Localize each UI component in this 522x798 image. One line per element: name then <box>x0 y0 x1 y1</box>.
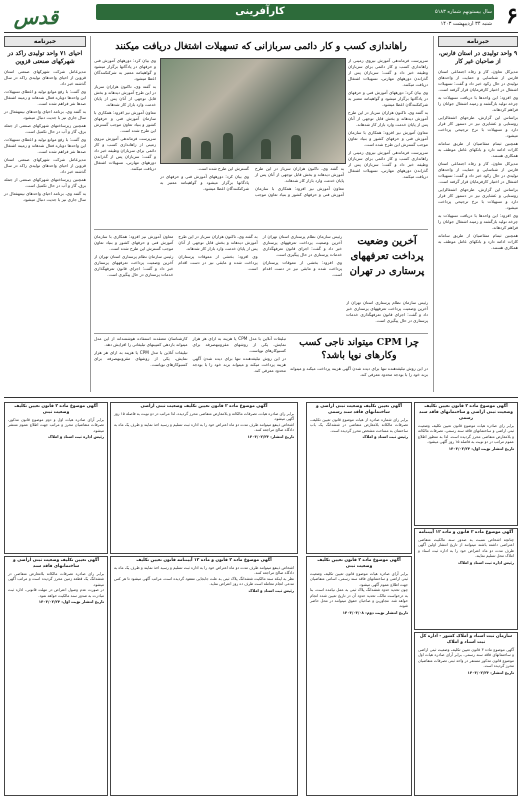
soldier-figure <box>261 139 271 159</box>
cpm-body: تبلیغات آنلاین با مدل CPM یا هزینه به ازای هر هزار نمایش، یکی از روشهای مقرونبهصرفه برای کسبوکارهای نوپاست. در این روش تبلیغدهنده تنها برای دیده شدن آگهی هزینه پرداخت میکند و میتواند برند خود را با بودجه محدود معرفی کند. کارشناسان معتقدند استفاده هوشمندانه از این مدل میتواند بازدهی کمپینهای تبلیغاتی را افزایش دهد. تبلیغات آنلاین با مدل CPM یا هزینه به ازای هر هزار نمایش، یکی از روشهای مقرونبهصرفه برای کسبوکارهای نوپاست. <box>94 336 286 373</box>
lead-story-col1: سرپرست فرماندهی آموزش نیروی زمینی از راهاندازی کسب و کار دائمی برای سربازان وظیفه خبر داد و گفت: سربازان پس از گذراندن دورههای مهارتی، تسهیلات اشتغال دریافت میکنند. وی بیان کرد: دورههای آموزش فنی و حرفهای در پادگانها برگزار میشود و گواهینامه معتبر به شرکتکنندگان اعطا میشود. به گفته وی، تاکنون هزاران سرباز در این طرح آموزش دیدهاند و بخش قابل توجهی از آنان پس از پایان خدمت وارد بازار کار شدهاند. معاون آموزش نیز افزود: همکاری با سازمان آموزش فنی و حرفهای کشور و بنیاد تعاون موجب گسترش این طرح شده است. سرپرست فرماندهی آموزش نیروی زمینی از راهاندازی کسب و کار دائمی برای سربازان وظیفه خبر داد و گفت: سربازان پس از گذراندن دورههای مهارتی، تسهیلات اشتغال دریافت میکنند. <box>348 58 428 179</box>
feature-body-2: رئیس سازمان نظام پرستاری استان تهران از آخرین وضعیت پرداخت تعرفههای پرستاری خبر داد و گفت: اجرای قانون تعرفهگذاری خدمات پرستاری در حال پیگیری است. وی افزود: بخشی از معوقات پرستاران پرداخت شده و مابقی نیز در دست اقدام است. به گفته وی، تاکنون هزاران سرباز در این طرح آموزش دیدهاند و بخش قابل توجهی از آنان پس از پایان خدمت وارد بازار کار شدهاند. وی افزود: بخشی از معوقات پرستاران پرداخت شده و مابقی نیز در دست اقدام است. معاون آموزش نیز افزود: همکاری با سازمان آموزش فنی و حرفهای کشور و بنیاد تعاون موجب گسترش این طرح شده است. رئیس سازمان نظام پرستاری استان تهران از آخرین وضعیت پرداخت تعرفههای پرستاری خبر داد و گفت: اجرای قانون تعرفهگذاری خدمات پرستاری در حال پیگیری است. <box>94 234 342 277</box>
cpm-headline: چرا CPM میتواند ناجی کسب وکارهای نوپا باشد؟ <box>299 337 419 361</box>
column-divider <box>90 36 91 392</box>
lead-headline: راهاندازی کسب و کار دائمی سربازانی که تسهیلات اشتغال دریافت میکنند <box>115 41 407 52</box>
left-column <box>4 36 86 394</box>
legal-notice: آگهی موضوع ماده ۳ قانون تعیین تکلیف وضعیت ثبتی برابر آرای صادره هیات اول و دوم موضوع قانون مذکور، تصرفات متقاضیان محرز و مراتب جهت اطلاع عموم منتشر میشود. رئیس اداره ثبت اسناد و املاک <box>4 402 108 554</box>
cpm-body-right: در این روش تبلیغدهنده تنها برای دیده شدن آگهی هزینه پرداخت میکند و میتواند برند خود را با بودجه محدود معرفی کند. <box>290 366 428 377</box>
soldier-figure <box>201 141 211 159</box>
right-column-headline: ۹ واحد تولیدی در استان فارس، از صاحبان غیر کار <box>438 50 518 65</box>
right-column <box>438 36 518 392</box>
story-divider <box>94 333 428 334</box>
legal-notice: آگهی موضوع ماده ۳ قانون تعیین تکلیف وضعیت ثبتی اراضی و ساختمانهای فاقد سند رسمی برابر رای صادره هیات موضوع قانون تعیین تکلیف وضعیت ثبتی اراضی و ساختمانهای فاقد سند رسمی، تصرفات مالکانه و بلامعارض متقاضی محرز گردیده است. لذا به منظور اطلاع عموم مراتب در دو نوبت به فاصله ۱۵ روز آگهی میشود. تاریخ انتشار نوبت اول: ۱۴۰۳/۰۲/۲۴ <box>414 402 518 526</box>
page-number: ۶ <box>506 3 518 29</box>
lead-photo <box>160 58 346 164</box>
soldier-figure <box>291 135 301 159</box>
issue-date: شنبه ۳۴ اردیبهشت ۱۴۰۳ <box>440 21 492 27</box>
column-divider <box>433 36 434 392</box>
lead-story-col3: به گفته وی، تاکنون هزاران سرباز در این طرح آموزش دیدهاند و بخش قابل توجهی از آنان پس از پایان خدمت وارد بازار کار شدهاند. معاون آموزش نیز افزود: همکاری با سازمان آموزش فنی و حرفهای کشور و بنیاد تعاون موجب گسترش این طرح شده است. وی بیان کرد: دورههای آموزش فنی و حرفهای در پادگانها برگزار میشود و گواهینامه معتبر به شرکتکنندگان اعطا میشود. <box>160 166 344 197</box>
legal-notice: آگهی موضوع ماده ۳ قانون تعیین تکلیف وضعیت ثبتی برابر آرای صادره هیات موضوع قانون تعیین تکلیف وضعیت ثبتی اراضی و ساختمانهای فاقد سند رسمی، اسامی متقاضیان جهت اطلاع عموم آگهی میشود. چون تحدید حدود ششدانگ پلاک ثبتی به عمل نیامده است، بنا به درخواست مالک، تحدید حدود آن در تاریخ تعیین شده انجام خواهد شد. مجاورین و صاحبان حقوق میتوانند در محل حاضر شوند. تاریخ انتشار نوبت دوم: ۱۴۰۳/۰۳/۰۸ <box>306 556 412 796</box>
masthead-rule <box>4 32 518 33</box>
feature-headline: آخرین وضعیت پرداخت تعرفههای پرستاری در تهران <box>349 236 425 277</box>
left-column-label: خبرنامه <box>4 36 86 47</box>
legal-notice: آگهی تعیین تکلیف وضعیت ثبتی اراضی و ساختمانهای فاقد سند برابر رای صادره تصرفات مالکانه بلامعارض متقاضی در ششدانگ یک قطعه زمین محرز گردیده است و مراتب آگهی میشود. در صورت عدم وصول اعتراض در مهلت قانونی، اداره ثبت مبادرت به صدور سند مالکیت خواهد نمود. تاریخ انتشار نوبت اول: ۱۴۰۳/۰۲/۲۴ <box>4 556 108 796</box>
story-divider <box>94 229 428 230</box>
right-column-body: مدیرکل تعاون، کار و رفاه اجتماعی استان فارس از شناسایی و حمایت از واحدهای تولیدی در حال رکود خبر داد و گفت: تسهیلات اشتغال در اختیار کارفرمایان قرار گرفته است. وی افزود: این واحدها با دریافت تسهیلات به چرخه تولید بازگشته و زمینه اشتغال جوانان را فراهم کردهاند. براساس این گزارش، طرحهای اشتغالزایی روستایی و عشایری نیز در دستور کار قرار دارد و تسهیلات با نرخ ترجیحی پرداخت میشود. همچنین ثبتنام متقاضیان از طریق سامانه کارات ادامه دارد و بانکهای عامل موظف به همکاری هستند. مدیرکل تعاون، کار و رفاه اجتماعی استان فارس از شناسایی و حمایت از واحدهای تولیدی در حال رکود خبر داد و گفت: تسهیلات اشتغال در اختیار کارفرمایان قرار گرفته است. براساس این گزارش، طرحهای اشتغالزایی روستایی و عشایری نیز در دستور کار قرار دارد و تسهیلات با نرخ ترجیحی پرداخت میشود. وی افزود: این واحدها با دریافت تسهیلات به چرخه تولید بازگشته و زمینه اشتغال جوانان را فراهم کردهاند. همچنین ثبتنام متقاضیان از طریق سامانه کارات ادامه دارد و بانکهای عامل موظف به همکاری هستند. <box>438 69 518 250</box>
ads-top-rule <box>4 397 518 398</box>
soldier-figure <box>181 137 191 159</box>
right-column-label: خبرنامه <box>438 36 518 47</box>
legal-notice: آگهی تعیین تکلیف وضعیت ثبتی اراضی و ساختمانهای فاقد سند رسمی برابر رای شماره صادره از هیات موضوع قانون تعیین تکلیف، تصرفات مالکانه بلامعارض متقاضی در ششدانگ یک باب ساختمان به مساحت مشخص محرز گردیده است. رئیس ثبت اسناد و املاک <box>306 402 412 554</box>
masthead <box>0 0 522 34</box>
legal-notice: آگهی موضوع ماده ۳ قانون تعیین تکلیف وضعیت ثبتی اراضی برابر رای صادره هیات، تصرفات مالکانه و بلامعارض متقاضی محرز گردیده، لذا مراتب در دو نوبت به فاصله ۱۵ روز آگهی میشود. اشخاص ذینفع میتوانند ظرف مدت دو ماه اعتراض خود را به اداره ثبت تسلیم و رسید اخذ نمایند و ظرف یک ماه به دادگاه صالح مراجعه کنند. تاریخ انتشار: ۱۴۰۳/۰۲/۲۴ <box>110 402 298 554</box>
soldier-figure <box>223 133 233 159</box>
lead-story-col2: وی بیان کرد: دورههای آموزش فنی و حرفهای در پادگانها برگزار میشود و گواهینامه معتبر به شرکتکنندگان اعطا میشود. به گفته وی، تاکنون هزاران سرباز در این طرح آموزش دیدهاند و بخش قابل توجهی از آنان پس از پایان خدمت وارد بازار کار شدهاند. معاون آموزش نیز افزود: همکاری با سازمان آموزش فنی و حرفهای کشور و بنیاد تعاون موجب گسترش این طرح شده است. سرپرست فرماندهی آموزش نیروی زمینی از راهاندازی کسب و کار دائمی برای سربازان وظیفه خبر داد و گفت: سربازان پس از گذراندن دورههای مهارتی، تسهیلات اشتغال دریافت میکنند. <box>94 58 156 171</box>
left-column-body: مدیرعامل شرکت شهرکهای صنعتی استان قزوین از احیای واحدهای تولیدی راکد در سال گذشته خبر داد. وی گفت: با رفع موانع تولید و اعطای تسهیلات، این واحدها دوباره فعال شدهاند و زمینه اشتغال صدها نفر فراهم شده است. به گفته وی، برنامه احیای واحدهای نیمهفعال در سال جاری نیز با جدیت دنبال میشود. همچنین زیرساختهای شهرکهای صنعتی از جمله برق، گاز و آب در حال تکمیل است. وی گفت: با رفع موانع تولید و اعطای تسهیلات، این واحدها دوباره فعال شدهاند و زمینه اشتغال صدها نفر فراهم شده است. مدیرعامل شرکت شهرکهای صنعتی استان قزوین از احیای واحدهای تولیدی راکد در سال گذشته خبر داد. همچنین زیرساختهای شهرکهای صنعتی از جمله برق، گاز و آب در حال تکمیل است. به گفته وی، برنامه احیای واحدهای نیمهفعال در سال جاری نیز با جدیت دنبال میشود. <box>4 69 86 202</box>
legal-notice: آگهی موضوع ماده ۳ قانون و ماده ۱۳ آییننامه قانون تعیین تکلیف اشخاص ذینفع میتوانند ظرف مدت دو ماه اعتراض خود را به اداره ثبت تسلیم و رسید اخذ نمایند و ظرف یک ماه به دادگاه صالح مراجعه کنند. نظر به اینکه سند مالکیت ششدانگ پلاک ثبتی به علت جابجایی مفقود گردیده است، مراتب آگهی میشود تا هر کس مدعی انجام معامله است ظرف ده روز اعتراض نماید. رئیس ثبت اسناد و املاک <box>110 556 298 796</box>
issue-number: سال بیستونهم شماره ۵۱۸۳ <box>435 9 492 15</box>
legal-notice: سازمان ثبت اسناد و املاک کشور - اداره کل ثبت اسناد و املاک آگهی موضوع ماده ۳ قانون تعیین تکلیف وضعیت ثبتی اراضی و ساختمانهای فاقد سند رسمی. برابر آرای صادره هیات اول موضوع قانون مذکور مستقر در واحد ثبتی تصرفات متقاضیان محرز گردیده است. تاریخ انتشار: ۱۴۰۳/۰۲/۲۴ <box>414 632 518 796</box>
section-title: کارآفرینی <box>235 6 285 17</box>
feature-body: رئیس سازمان نظام پرستاری استان تهران از آخرین وضعیت پرداخت تعرفههای پرستاری خبر داد و گفت: اجرای قانون تعرفهگذاری خدمات پرستاری در حال پیگیری است. <box>346 300 428 323</box>
newspaper-logo: قدس <box>13 5 59 29</box>
legal-notice: آگهی موضوع ماده ۳ قانون و ماده ۱۳ آییننامه چنانچه اشخاص نسبت به صدور سند مالکیت متقاضی اعتراضی داشته باشند میتوانند از تاریخ انتشار اولین آگهی ظرف مدت دو ماه اعتراض خود را به اداره ثبت اسناد و املاک محل تسلیم نمایند. رئیس اداره ثبت اسناد و املاک <box>414 528 518 630</box>
left-column-headline: احیای ۷۱ واحد تولیدی راکد در شهرکهای صنعتی قزوین <box>7 50 83 65</box>
